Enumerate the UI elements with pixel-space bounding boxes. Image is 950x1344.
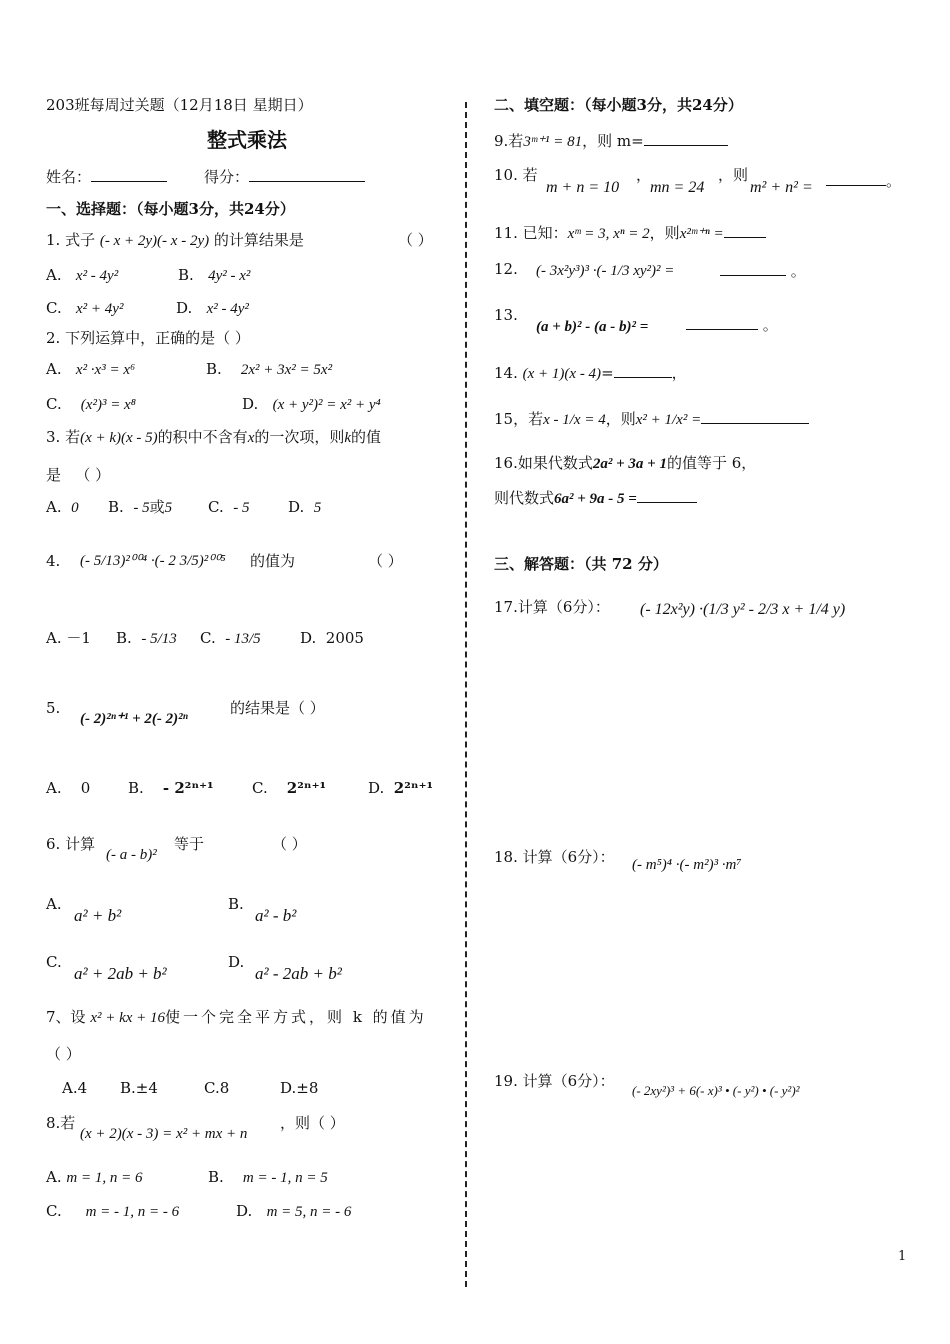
q8-expression: (x + 2)(x - 3) = x² + mx + n <box>80 1126 248 1142</box>
page-title: 整式乘法 <box>207 128 287 152</box>
q2-option-a[interactable]: A. x² ·x³ = x⁶ <box>46 360 136 378</box>
q8-option-d[interactable]: D. m = 5, n = - 6 <box>236 1202 352 1220</box>
q10-tail: ，则 <box>718 166 749 184</box>
score-blank[interactable] <box>249 168 365 182</box>
q7-option-a[interactable]: A.4 <box>62 1079 88 1097</box>
q4-option-d[interactable]: D. 2005 <box>300 629 364 647</box>
q6-option-a-expr[interactable]: a² + b² <box>74 906 122 925</box>
name-label: 姓名： <box>46 168 92 186</box>
header-line: 203班每周过关题（12月18日 星期日） <box>46 96 313 114</box>
q4-answer-paren: （ ） <box>368 552 403 570</box>
q8-stem-tail: ，则（ ） <box>280 1114 345 1132</box>
q13-blank[interactable] <box>686 316 758 330</box>
q12-expression: (- 3x²y³)³ ·(- 1/3 xy²)² = <box>536 263 675 279</box>
q8-stem: 8.若 <box>46 1114 76 1132</box>
column-divider <box>465 102 467 1287</box>
name-field <box>46 168 167 185</box>
q5-option-c[interactable]: C. 2²ⁿ⁺¹ <box>252 779 327 797</box>
q5-stem: 的结果是（ ） <box>230 699 325 717</box>
q2-option-b[interactable]: B. 2x² + 3x² = 5x² <box>206 360 333 378</box>
question-1 <box>46 233 304 249</box>
q6-option-b[interactable]: B. <box>228 895 244 913</box>
q5-option-d[interactable]: D. 2²ⁿ⁺¹ <box>368 779 434 797</box>
q14-blank[interactable] <box>614 364 672 378</box>
question-12: 12. <box>494 260 518 278</box>
q1-stem-tail: 的计算结果是 <box>213 231 304 249</box>
q4-stem: 的值为 <box>250 552 296 570</box>
q4-option-b[interactable]: B. - 5/13 <box>116 629 177 647</box>
q6-option-c[interactable]: C. <box>46 953 62 971</box>
q6-option-b-expr[interactable]: a² - b² <box>255 906 297 925</box>
question-3: 3. 若(x + k)(x - 5)的积中不含有x的一次项，则k的值 <box>46 428 382 446</box>
q6-option-c-expr[interactable]: a² + 2ab + b² <box>74 964 167 983</box>
question-9: 9.若3ᵐ⁺¹ = 81，则 m= <box>494 132 728 150</box>
q4-option-c[interactable]: C. - 13/5 <box>200 629 261 647</box>
q5-option-b[interactable]: B. - 2²ⁿ⁺¹ <box>128 779 214 797</box>
q10-separator: ， <box>636 166 652 184</box>
q9-blank[interactable] <box>644 132 728 146</box>
q18-expression: (- m⁵)⁴ ·(- m²)³ ·m⁷ <box>632 857 742 873</box>
q4-number: 4. <box>46 552 61 570</box>
q3-option-d[interactable]: D. 5 <box>288 498 322 516</box>
q1-option-b[interactable]: B. 4y² - x² <box>178 266 251 284</box>
q17-expression: (- 12x²y) ·(1/3 y² - 2/3 x + 1/4 y) <box>640 601 846 618</box>
q1-option-d[interactable]: D. x² - 4y² <box>176 299 249 317</box>
question-13: 13. <box>494 306 518 324</box>
q6-expression: (- a - b)² <box>106 847 157 863</box>
q5-option-a[interactable]: A. 0 <box>46 779 91 797</box>
question-2: 2. 下列运算中，正确的是（ ） <box>46 329 250 347</box>
q3-option-b[interactable]: B. - 5或5 <box>108 498 173 516</box>
q16-blank[interactable] <box>637 489 697 503</box>
q3-option-c[interactable]: C. - 5 <box>208 498 250 516</box>
q8-option-c[interactable]: C. m = - 1, n = - 6 <box>46 1202 180 1220</box>
q15-blank[interactable] <box>701 410 809 424</box>
question-7: 7、设 x² + kx + 16使一个完全平方式，则 k 的值为 <box>46 1008 427 1026</box>
q10-expression-3: m² + n² = <box>750 179 813 196</box>
section-fill-heading: 二、填空题：（每小题3分，共24分） <box>494 96 743 114</box>
question-15: 15，若x - 1/x = 4，则x² + 1/x² = <box>494 410 809 428</box>
q1-option-a[interactable]: A. x² - 4y² <box>46 266 119 284</box>
q6-option-a[interactable]: A. <box>46 895 62 913</box>
question-16-line2: 则代数式6a² + 9a - 5 = <box>494 489 697 507</box>
q2-option-d[interactable]: D. (x + y²)² = x² + y⁴ <box>242 395 381 413</box>
q13-expression: (a + b)² - (a - b)² = <box>536 319 649 335</box>
q1-stem: 1. 式子 <box>46 231 96 249</box>
q7-option-d[interactable]: D.±8 <box>280 1079 319 1097</box>
q5-number: 5. <box>46 699 61 717</box>
q10-blank[interactable] <box>826 172 886 186</box>
name-blank[interactable] <box>91 168 167 182</box>
q2-option-c[interactable]: C. (x²)³ = x⁸ <box>46 395 136 413</box>
question-19: 19. 计算（6分）： <box>494 1072 615 1090</box>
q3-option-a[interactable]: A. 0 <box>46 498 79 516</box>
q6-stem-tail: 等于 <box>174 835 205 853</box>
question-18: 18. 计算（6分）： <box>494 848 615 866</box>
score-label: 得分： <box>204 168 250 186</box>
q4-expression: (- 5/13)²⁰⁰⁴ ·(- 2 3/5)²⁰⁰⁵ <box>80 553 226 569</box>
q12-blank[interactable] <box>720 262 786 276</box>
question-6: 6. 计算 <box>46 835 96 853</box>
q1-option-c[interactable]: C. x² + 4y² <box>46 299 124 317</box>
q3-stem-line2: 是 （ ） <box>46 466 111 484</box>
q12-blank-wrap: 。 <box>720 262 806 279</box>
q7-option-c[interactable]: C.8 <box>204 1079 230 1097</box>
q5-expression: (- 2)²ⁿ⁺¹ + 2(- 2)²ⁿ <box>80 711 188 727</box>
q8-option-a[interactable]: A. m = 1, n = 6 <box>46 1168 143 1186</box>
question-11: 11. 已知：xᵐ = 3, xⁿ = 2，则x²ᵐ⁺ⁿ = <box>494 224 766 242</box>
question-10: 10. 若 <box>494 166 538 184</box>
section-solve-heading: 三、解答题：（共 72 分） <box>494 555 668 573</box>
q1-answer-paren: （ ） <box>398 231 433 249</box>
section-choice-heading: 一、选择题：（每小题3分，共24分） <box>46 200 295 218</box>
q10-blank-wrap: 。 <box>826 172 901 189</box>
q19-expression: (- 2xy²)³ + 6(- x)³ • (- y²) • (- y²)² <box>632 1083 800 1098</box>
q6-option-d[interactable]: D. <box>228 953 245 971</box>
question-16-line1: 16.如果代数式2a² + 3a + 1的值等于 6， <box>494 454 757 472</box>
q6-option-d-expr[interactable]: a² - 2ab + b² <box>255 964 342 983</box>
question-17: 17.计算（6分）： <box>494 598 610 616</box>
question-14: 14. (x + 1)(x - 4)= ， <box>494 364 687 382</box>
q13-blank-wrap: 。 <box>686 316 778 333</box>
q7-answer-paren: （ ） <box>46 1045 81 1063</box>
q1-expression: (- x + 2y)(- x - 2y) <box>99 233 210 249</box>
q10-expression-1: m + n = 10 <box>546 179 620 196</box>
q11-blank[interactable] <box>724 224 766 238</box>
page-number: 1 <box>898 1249 907 1264</box>
q4-option-a[interactable]: A. －1 <box>46 629 91 647</box>
score-field <box>204 168 365 185</box>
q10-expression-2: mn = 24 <box>650 179 705 196</box>
q6-answer-paren: （ ） <box>272 835 307 853</box>
q7-option-b[interactable]: B.±4 <box>120 1079 158 1097</box>
q8-option-b[interactable]: B. m = - 1, n = 5 <box>208 1168 328 1186</box>
